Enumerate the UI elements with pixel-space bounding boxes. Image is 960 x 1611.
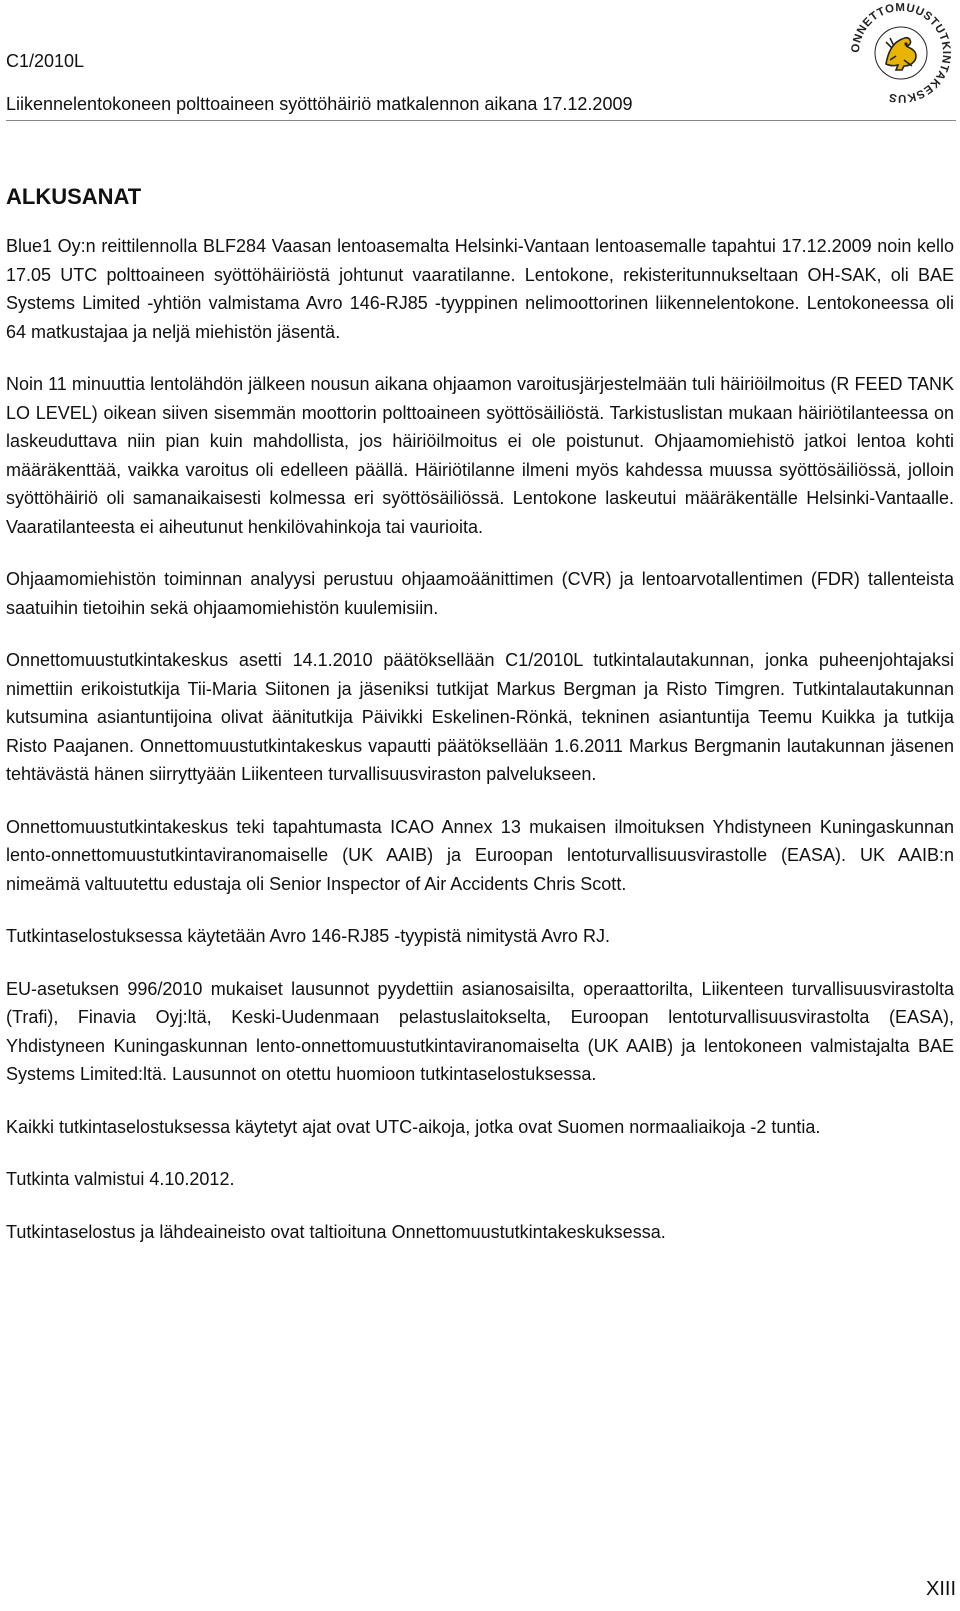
paragraph: Onnettomuustutkintakeskus teki tapahtumasta ICAO Annex 13 mukaisen ilmoituksen Yhdistyneen Kuningaskunnan lento-onnettomuustutkintaviranomaiselle (UK AAIB) ja Euroopan lentoturvallisuusvirastolle (EASA). UK AAIB:n nimeämä valtuutettu edustaja oli Senior Inspector of Air Accidents Chris Scott. (6, 816, 954, 894)
section-heading: ALKUSANAT (6, 184, 142, 209)
paragraph: Ohjaamomiehistön toiminnan analyysi perustuu ohjaamoäänittimen (CVR) ja lentoarvotallentimen (FDR) tallenteista saatuihin tietoihin sekä ohjaamomiehistön kuulemisiin. (6, 569, 954, 618)
paragraph: Noin 11 minuuttia lentolähdön jälkeen nousun aikana ohjaamon varoitusjärjestelmään tuli häiriöilmoitus (R FEED TANK LO LEVEL) oikean siiven sisemmän moottorin polttoaineen syöttösäiliöstä. Tarkistuslistan mukaan häiriötilanteessa on laskeuduttava niin pian kuin mahdollista, jos häiriöilmoitus ei ole poistunut. Ohjaamomiehistö jatkoi lentoa kohti määräkenttää, vaikka varoitus oli edelleen päällä. Häiriötilanne ilmeni myös kahdessa muussa syöttösäiliössä, jolloin syöttöhäiriö oli samanaikaisesti kolmessa eri syöttösäiliössä. Lentokone laskeutui määräkentälle Helsinki-Vantaalle. Vaaratilanteesta ei aiheutunut henkilövahinkoja tai vaurioita. (6, 374, 954, 537)
header-divider (6, 120, 956, 121)
document-body (6, 232, 954, 1270)
paragraph: Blue1 Oy:n reittilennolla BLF284 Vaasan lentoasemalta Helsinki-Vantaan lentoasemalle tapahtui 17.12.2009 noin kello 17.05 UTC polttoaineen syöttöhäiriöstä johtunut vaaratilanne. Lentokone, rekisteritunnukseltaan OH-SAK, oli BAE Systems Limited -yhtiön valmistama Avro 146-RJ85 -tyyppinen nelimoottorinen liikennelentokone. Lentokoneessa oli 64 matkustajaa ja neljä miehistön jäsentä. (6, 236, 954, 342)
agency-logo (846, 0, 956, 106)
paragraph: Kaikki tutkintaselostuksessa käytetyt ajat ovat UTC-aikoja, jotka ovat Suomen normaaliaikoja -2 tuntia. (6, 1116, 821, 1137)
lion-emblem-icon (875, 27, 927, 79)
paragraph: EU-asetuksen 996/2010 mukaiset lausunnot pyydettiin asianosaisilta, operaattorilta, Liikenteen turvallisuusvirastolta (Trafi), Finavia Oyj:ltä, Keski-Uudenmaan pelastuslaitokselta, Euroopan lentoturvallisuusvirastolta (EASA), Yhdistyneen Kuningaskunnan lento-onnettomuustutkintaviranomaiselta (UK AAIB) ja lentokoneen valmistajalta BAE Systems Limited:ltä. Lausunnot on otettu huomioon tutkintaselostuksessa. (6, 978, 954, 1084)
report-code: C1/2010L (6, 51, 85, 71)
logo-ring-text: ONNETTOMUUSTUTKINTAKESKUS (849, 1, 953, 105)
report-title: Liikennelentokoneen polttoaineen syöttöhäiriö matkalennon aikana 17.12.2009 (6, 94, 633, 114)
page-number: XIII (925, 1578, 956, 1600)
paragraph: Tutkintaselostus ja lähdeaineisto ovat taltioituna Onnettomuustutkintakeskuksessa. (6, 1221, 666, 1242)
paragraph: Tutkintaselostuksessa käytetään Avro 146-RJ85 -tyypistä nimitystä Avro RJ. (6, 926, 610, 946)
paragraph: Onnettomuustutkintakeskus asetti 14.1.2010 päätöksellään C1/2010L tutkintalautakunnan, jonka puheenjohtajaksi nimettiin erikoistutkija Tii-Maria Siitonen ja jäseniksi tutkijat Markus Bergman ja Risto Timgren. Tutkintalautakunnan kutsumina asiantuntijoina olivat äänitutkija Päivikki Eskelinen-Rönkä, tekninen asiantuntija Teemu Kuikka ja tutkija Risto Paajanen. Onnettomuustutkintakeskus vapautti päätöksellään 1.6.2011 Markus Bergmanin lautakunnan jäsenen tehtävästä hänen siirryttyään Liikenteen turvallisuusviraston palvelukseen. (6, 650, 954, 784)
paragraph: Tutkinta valmistui 4.10.2012. (6, 1169, 235, 1189)
